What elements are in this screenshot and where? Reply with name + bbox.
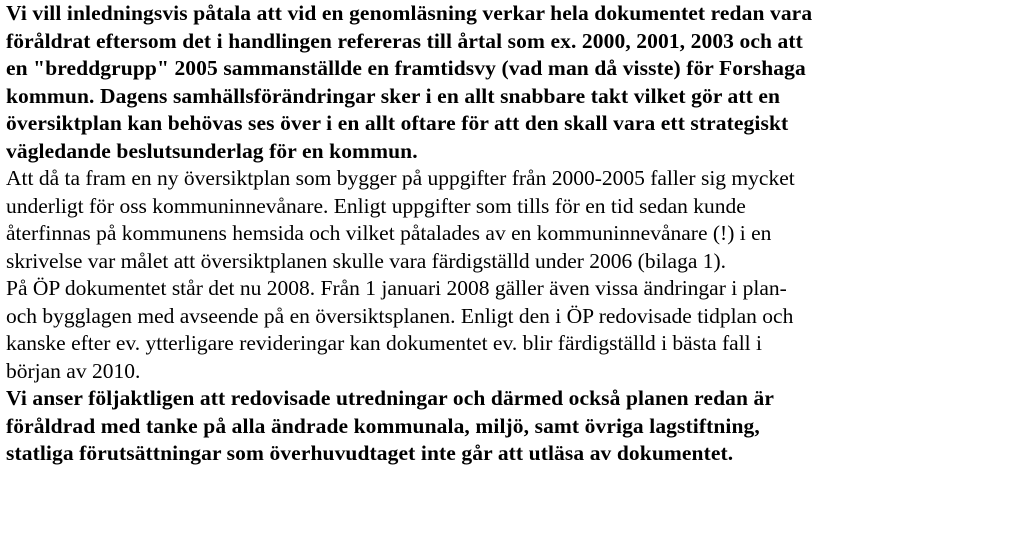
text-line: skrivelse var målet att översiktplanen skulle vara färdigställd under 2006 (bilaga 1). [6, 248, 727, 273]
text-line: en "breddgrupp" 2005 sammanställde en framtidsvy (vad man då visste) för Forshaga [6, 56, 806, 80]
paragraph-conclusion [6, 385, 1018, 468]
text-line: och bygglagen med avseende på en översiktsplanen. Enligt den i ÖP redovisade tidplan och [6, 303, 794, 328]
text-line: föråldrad med tanke på alla ändrade kommunala, miljö, samt övriga lagstiftning, [6, 413, 760, 438]
text-line: kommun. Dagens samhällsförändringar sker i en allt snabbare takt vilket gör att en [6, 83, 781, 108]
text-line: statliga förutsättningar som överhuvudtaget inte går att utläsa av dokumentet. [6, 441, 734, 465]
document-page [6, 0, 1018, 538]
text-line: underligt för oss kommuninnevånare. Enligt uppgifter som tills för en tid sedan kunde [6, 193, 746, 218]
text-line: vägledande beslutsunderlag för en kommun. [6, 138, 418, 163]
text-line: föråldrat eftersom det i handlingen refereras till årtal som ex. 2000, 2001, 2003 och att [6, 28, 803, 53]
paragraph-timeline [6, 165, 1018, 275]
text-line: kanske efter ev. ytterligare revideringar kan dokumentet ev. blir färdigställd i bästa fall i [6, 331, 762, 355]
text-line: Vi vill inledningsvis påtala att vid en genomläsning verkar hela dokumentet redan vara [6, 1, 813, 25]
text-line: början av 2010. [6, 358, 141, 383]
text-line: Vi anser följaktligen att redovisade utredningar och därmed också planen redan är [6, 386, 775, 410]
paragraph-op-document [6, 275, 1018, 385]
text-line: återfinnas på kommunens hemsida och vilket påtalades av en kommuninnevånare (!) i en [6, 221, 772, 245]
paragraph-intro [6, 0, 1018, 165]
text-line: På ÖP dokumentet står det nu 2008. Från 1 januari 2008 gäller även vissa ändringar i plan- [6, 276, 787, 300]
text-line: översiktplan kan behövas ses över i en allt oftare för att den skall vara ett strategiskt [6, 111, 789, 135]
text-line: Att då ta fram en ny översiktplan som bygger på uppgifter från 2000-2005 faller sig mycket [6, 166, 795, 190]
